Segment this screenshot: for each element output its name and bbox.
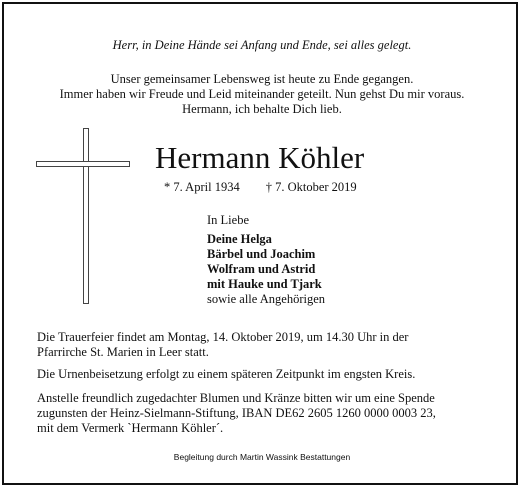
funeral-info bbox=[37, 330, 408, 360]
mourner-name: mit Hauke und Tjark bbox=[207, 277, 322, 291]
mourners-intro: In Liebe bbox=[207, 213, 249, 227]
donation-line: mit dem Vermerk `Hermann Köhler´. bbox=[37, 421, 224, 435]
intro-text bbox=[0, 72, 524, 117]
funeral-line: Die Trauerfeier findet am Montag, 14. Oktober 2019, um 14.30 Uhr in der bbox=[37, 330, 409, 344]
cross-icon bbox=[36, 125, 130, 305]
intro-line: Immer haben wir Freude und Leid miteinander geteilt. Nun gehst Du mir voraus. bbox=[59, 87, 465, 101]
donation-info bbox=[37, 391, 436, 436]
birth-date: * 7. April 1934 bbox=[164, 180, 240, 194]
mourner-name: Bärbel und Joachim bbox=[207, 247, 316, 261]
motto: Herr, in Deine Hände sei Anfang und Ende, sei alles gelegt. bbox=[112, 38, 412, 52]
mourners-closing: sowie alle Angehörigen bbox=[207, 292, 326, 306]
undertaker-credit: Begleitung durch Martin Wassink Bestattungen bbox=[173, 452, 351, 462]
funeral-line: Pfarrirche St. Marien in Leer statt. bbox=[37, 345, 209, 359]
intro-line: Hermann, ich behalte Dich lieb. bbox=[182, 102, 342, 116]
donation-line: Anstelle freundlich zugedachter Blumen und Kränze bitten wir um eine Spende bbox=[37, 391, 435, 405]
life-dates bbox=[164, 180, 357, 195]
urn-line: Die Urnenbeisetzung erfolgt zu einem späteren Zeitpunkt im engsten Kreis. bbox=[37, 367, 416, 381]
death-date: † 7. Oktober 2019 bbox=[265, 180, 357, 194]
donation-line: zugunsten der Heinz-Sielmann-Stiftung, IBAN DE62 2605 1260 0000 0003 23, bbox=[37, 406, 436, 420]
mourner-name: Deine Helga bbox=[207, 232, 272, 246]
mourner-name: Wolfram und Astrid bbox=[207, 262, 316, 276]
urn-info bbox=[37, 367, 415, 382]
mourners-block bbox=[207, 213, 325, 307]
deceased-name: Hermann Köhler bbox=[155, 140, 365, 175]
intro-line: Unser gemeinsamer Lebensweg ist heute zu Ende gegangen. bbox=[110, 72, 414, 86]
